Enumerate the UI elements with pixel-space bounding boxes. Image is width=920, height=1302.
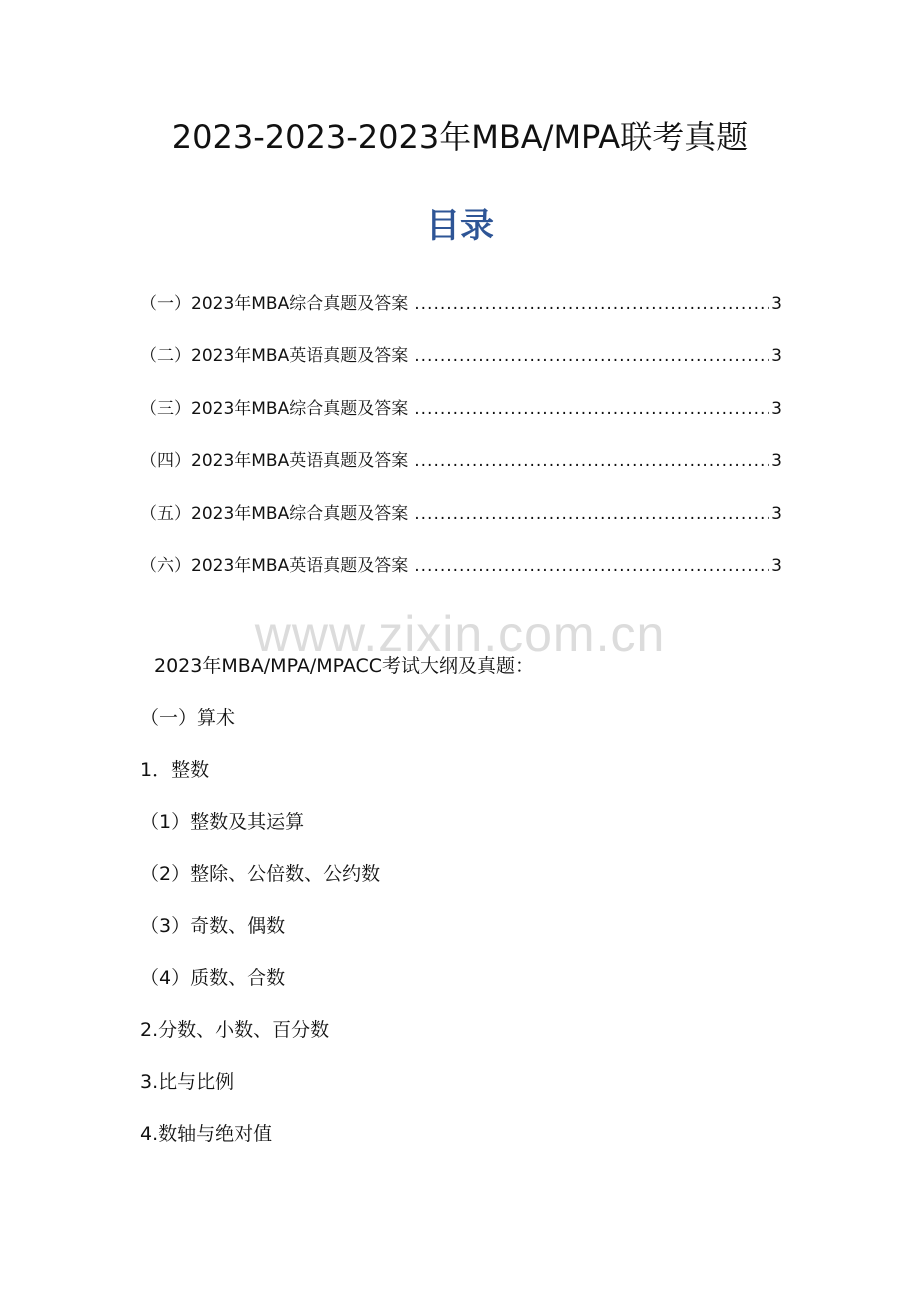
toc-page-number: 3 xyxy=(771,346,782,367)
toc-entry-label: （二）2023年MBA英语真题及答案 xyxy=(140,346,409,367)
toc-entry-label: （六）2023年MBA英语真题及答案 xyxy=(140,555,409,576)
toc-entry-label: （五）2023年MBA综合真题及答案 xyxy=(140,503,409,524)
toc-dot-leader xyxy=(414,336,769,376)
toc-entry-label: （一）2023年MBA综合真题及答案 xyxy=(140,294,409,314)
toc-page-number: 3 xyxy=(771,451,782,472)
toc-entry-2[interactable] xyxy=(140,336,782,388)
section-intro: 2023年MBA/MPA/MPACC考试大纲及真题： xyxy=(154,655,535,677)
toc-page-number: 3 xyxy=(771,398,782,419)
list-item: （3）奇数、偶数 xyxy=(140,915,286,937)
list-item: （1）整数及其运算 xyxy=(140,811,305,833)
toc-dot-leader xyxy=(414,284,769,324)
toc-dot-leader xyxy=(414,389,769,429)
toc-dot-leader xyxy=(414,546,769,586)
watermark: www.zixin.com.cn xyxy=(254,606,666,662)
list-item: （2）整除、公倍数、公约数 xyxy=(140,863,381,885)
toc-entry-label: （四）2023年MBA英语真题及答案 xyxy=(140,451,409,472)
toc-entry-3[interactable] xyxy=(140,389,782,441)
toc-dot-leader xyxy=(414,494,769,534)
section-heading: （一）算术 xyxy=(140,707,236,729)
toc-dot-leader xyxy=(414,441,769,481)
toc-entry-label: （三）2023年MBA综合真题及答案 xyxy=(140,398,409,419)
subsection-heading: 1．整数 xyxy=(140,759,210,781)
toc-page-number: 3 xyxy=(771,503,782,524)
toc-heading: 目录 xyxy=(426,206,494,246)
toc-entry-4[interactable] xyxy=(140,441,782,493)
toc-entry-1[interactable] xyxy=(140,284,782,336)
subsection-heading: 3.比与比例 xyxy=(140,1071,235,1093)
subsection-heading: 2.分数、小数、百分数 xyxy=(140,1019,330,1041)
toc-entry-5[interactable] xyxy=(140,494,782,546)
table-of-contents xyxy=(140,284,782,598)
toc-entry-6[interactable] xyxy=(140,546,782,598)
toc-page-number: 3 xyxy=(771,294,782,314)
document-title: 2023-2023-2023年MBA/MPA联考真题 xyxy=(171,118,749,156)
list-item: （4）质数、合数 xyxy=(140,967,286,989)
toc-page-number: 3 xyxy=(771,555,782,576)
subsection-heading: 4.数轴与绝对值 xyxy=(140,1123,273,1145)
